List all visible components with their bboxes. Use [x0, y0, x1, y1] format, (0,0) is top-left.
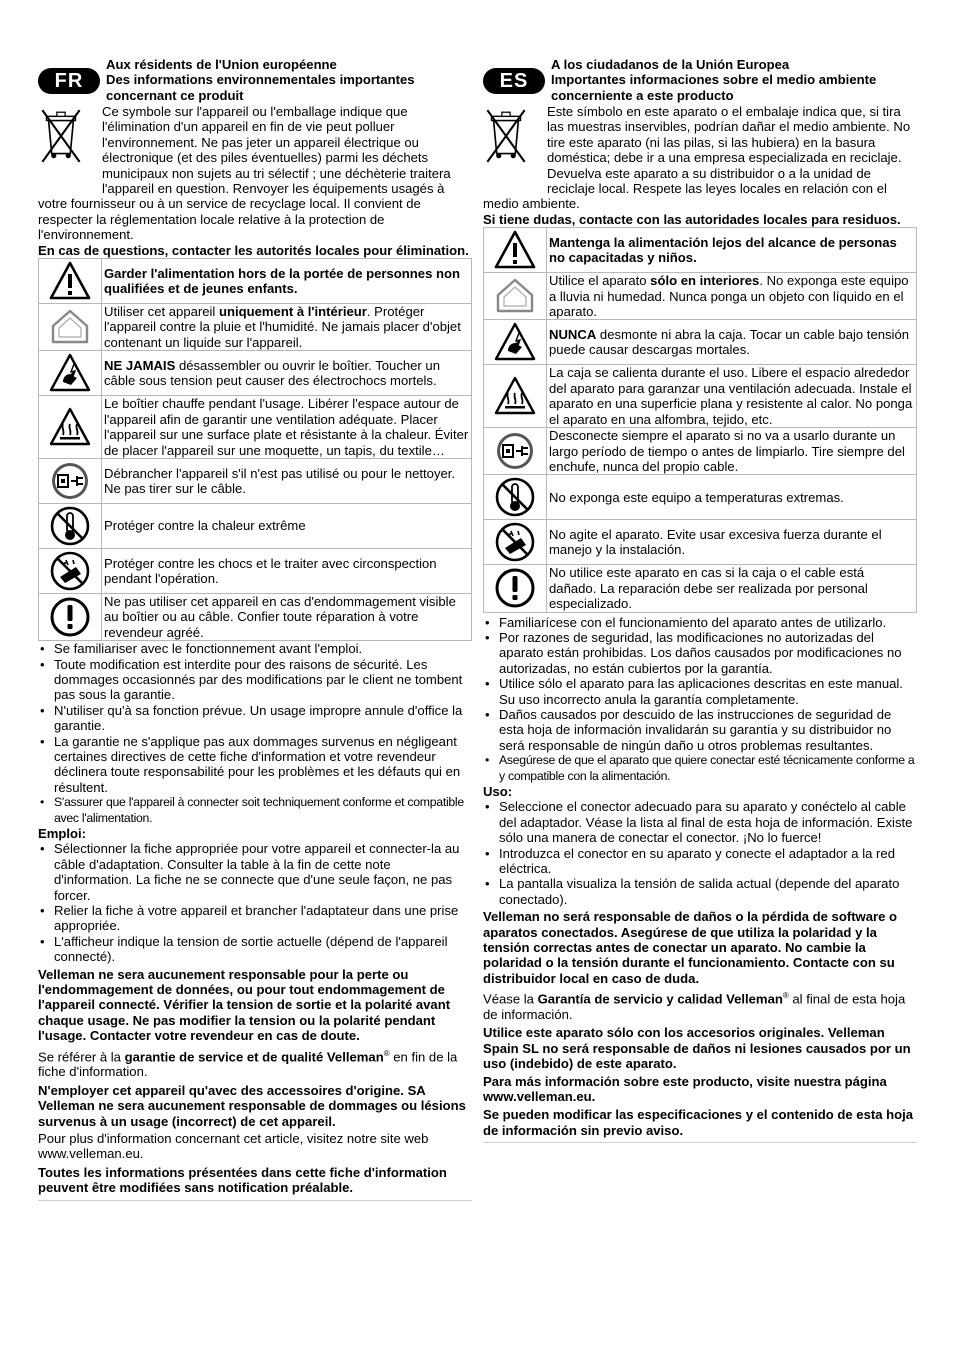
table-text-pre: Le boîtier chauffe pendant l'usage. Libérer l'espace autour de l'appareil afin de garantir une ventilation adéquate. Placer l'appareil sur une surface plate et résistante à la chaleur. Éviter de placer l'appareil sur une moquette, un tapis, du textile… — [104, 396, 469, 458]
table-text-bold: sólo en interiores — [650, 273, 760, 289]
list-item: • N'utiliser qu'à sa fonction prévue. Un usage impropre annule d'office la garantie. — [54, 703, 472, 734]
fr-header — [38, 56, 472, 104]
es-header-line-1: A los ciudadanos de la Unión Europea — [551, 57, 790, 72]
table-row — [484, 320, 917, 365]
es-use-bullets — [483, 799, 917, 907]
table-text-cell — [102, 593, 472, 640]
table-text-cell — [547, 428, 917, 475]
table-text-pre: La caja se calienta durante el uso. Libere el espacio alrededor del aparato para garanzar una ventilación adecuada. Instale el aparato en una superficie plana y resistente al calor. No ponga el aparato en una alfombra, tejido, etc. — [549, 365, 913, 427]
table-icon-cell — [484, 475, 547, 520]
table-text-cell — [102, 304, 472, 351]
table-text-bold: Garder l'alimentation hors de la portée de personnes non qualifiées et de jeunes enfants. — [104, 265, 460, 297]
list-item: • Por razones de seguridad, las modificaciones no autorizadas del aparato están prohibidas. Los daños causados por modificaciones no autorizadas, no están cubiertos por la garantía. — [499, 630, 917, 676]
list-item: • S'assurer que l'appareil à connecter soit techniquement conforme et compatible avec l'alimentation. — [54, 795, 472, 826]
table-icon-cell — [484, 428, 547, 475]
fr-end-divider — [38, 1200, 472, 1201]
table-text-post: desmonte ni abra la caja. Tocar un cable bajo tensión puede causar descargas mortales. — [549, 327, 910, 358]
es-general-bullets — [483, 615, 917, 784]
fr-header-line-2: Des informations environnementales importantes concernant ce produit — [106, 72, 415, 103]
es-liability: Velleman no será responsable de daños o la pérdida de software o aparatos conectados. Asegúrese de que utiliza la polaridad y la tensión correctas antes de conectar un aparato. No cambie la polaridad o la tensión durante el funcionamiento. Contacte con su distribuidor local en caso de duda. — [483, 909, 898, 986]
no-shock-icon — [49, 550, 91, 592]
es-end-divider — [483, 1142, 917, 1143]
table-icon-cell — [484, 320, 547, 365]
table-row — [484, 228, 917, 273]
table-text-pre: Protéger contre la chaleur extrême — [104, 518, 306, 534]
warning-icon — [494, 229, 536, 271]
fr-use-label: Emploi: — [38, 826, 87, 841]
caution-icon — [49, 596, 91, 638]
fr-warranty-bold: garantie de service et de qualité Velleman — [124, 1049, 384, 1065]
table-icon-cell — [484, 228, 547, 273]
table-row — [484, 365, 917, 428]
table-row — [39, 593, 472, 640]
table-row — [39, 351, 472, 396]
list-item: • Introduzca el conector en su aparato y conecte el adaptador a la red eléctrica. — [499, 846, 917, 877]
table-text-cell — [547, 475, 917, 520]
fr-more-info: Pour plus d'information concernant cet article, visitez notre site web www.velleman.eu. — [38, 1131, 429, 1162]
es-warranty-pre: Véase la — [483, 991, 538, 1007]
fr-safety-table — [38, 258, 472, 641]
table-icon-cell — [39, 396, 102, 459]
table-icon-cell — [484, 273, 547, 320]
no-heat-icon — [49, 505, 91, 547]
unplug-icon — [494, 430, 536, 472]
table-text-cell — [547, 273, 917, 320]
table-text-cell — [102, 259, 472, 304]
table-row — [484, 428, 917, 475]
table-text-pre: Utiliser cet appareil — [104, 304, 219, 320]
table-row — [39, 396, 472, 459]
table-icon-cell — [39, 259, 102, 304]
es-warranty-reg: ® — [782, 991, 789, 1001]
es-header-text — [551, 57, 917, 103]
caution-icon — [494, 567, 536, 609]
table-text-bold: NE JAMAIS — [104, 357, 176, 373]
es-accessories: Utilice este aparato sólo con los accesorios originales. Velleman Spain SL no será responsable de daños ni lesiones causados por un uso (indebido) de este aparato. — [483, 1025, 911, 1072]
table-text-post: . Protéger l'appareil contre la pluie et l'humidité. Ne jamais placer d'objet contenant un liquide sur l'appareil. — [104, 304, 461, 350]
table-icon-cell — [484, 520, 547, 565]
fr-warranty-post: en fin de la fiche d'information. — [38, 1049, 458, 1080]
table-text-pre: No exponga este equipo a temperaturas extremas. — [549, 489, 844, 505]
list-item: • Sélectionner la fiche appropriée pour votre appareil et connecter-la au câble d'adaptation. Consulter la table à la fin de cette note d'information. La fiche ne se connecte que d'une seule façon, ne pas forcer. — [54, 841, 472, 903]
table-row — [484, 565, 917, 612]
table-text-pre: Ne pas utiliser cet appareil en cas d'endommagement visible au boîtier ou au câble. Confier toute réparation à votre revendeur agréé. — [104, 593, 456, 640]
es-warranty — [483, 988, 917, 1022]
es-environment-notice — [483, 104, 917, 227]
fr-use-bullets — [38, 841, 472, 964]
table-icon-cell — [39, 593, 102, 640]
table-text-cell — [547, 565, 917, 612]
list-item: • L'afficheur indique la tension de sortie actuelle (dépend de l'appareil connecté). — [54, 934, 472, 965]
es-changes: Se pueden modificar las especificaciones y el contenido de esta hoja de información sin previo aviso. — [483, 1107, 914, 1138]
fr-warranty-reg: ® — [383, 1048, 390, 1058]
table-text-cell — [547, 365, 917, 428]
table-icon-cell — [39, 458, 102, 503]
es-intro-text: Este símbolo en este aparato o el embalaje indica que, si tira las muestras inservibles, podrían dañar el medio ambiente. No tire este aparato (ni las pilas, si las hubiera) en la basura doméstica; debe ir a una empresa especializada en reciclaje. Devuelva este aparato a su distribuidor o a la unidad de reciclaje local. Respete las leyes locales en relación con el medio ambiente. — [483, 104, 911, 212]
table-text-post: désassembler ou ouvrir le boîtier. Toucher un câble sous tension peut causer des électrochocs mortels. — [104, 357, 440, 389]
fr-intro-text: Ce symbole sur l'appareil ou l'emballage indique que l'élimination d'un appareil en fin de vie peut polluer l'environnement. Ne pas jeter un appareil électrique ou électronique (et des piles éventuelles) parmi les déchets municipaux non sujets au tri sélectif ; une déchèterie traitera l'appareil en question. Renvoyer les équipements usagés à votre fournisseur ou à un service de recyclage local. Il convient de respecter la réglementation locale relative à la protection de l'environnement. — [38, 104, 451, 243]
electric-shock-icon — [494, 321, 536, 363]
list-item: • Familiarícese con el funcionamiento del aparato antes de utilizarlo. — [499, 615, 917, 630]
table-text-pre: No agite el aparato. Evite usar excesiva fuerza durante el manejo y la instalación. — [549, 526, 882, 558]
unplug-icon — [49, 460, 91, 502]
table-icon-cell — [39, 548, 102, 593]
table-text-bold: uniquement à l'intérieur — [218, 304, 367, 320]
fr-flag-badge: FR — [38, 68, 100, 94]
fr-header-line-1: Aux résidents de l'Union européenne — [106, 57, 337, 72]
table-text-cell — [102, 396, 472, 459]
table-row — [39, 503, 472, 548]
list-item: • La pantalla visualiza la tensión de salida actual (depende del aparato conectado). — [499, 876, 917, 907]
weee-bin-icon — [38, 106, 96, 186]
table-row — [39, 458, 472, 503]
table-text-cell — [102, 548, 472, 593]
table-text-bold: NUNCA — [549, 327, 597, 343]
table-icon-cell — [39, 351, 102, 396]
electric-shock-icon — [49, 352, 91, 394]
table-text-cell — [102, 458, 472, 503]
es-warranty-bold: Garantía de servicio y calidad Velleman — [537, 991, 783, 1007]
es-header — [483, 56, 917, 104]
fr-environment-notice — [38, 104, 472, 258]
no-heat-icon — [494, 476, 536, 518]
table-text-pre: Protéger contre les chocs et le traiter avec circonspection pendant l'opération. — [104, 555, 437, 586]
table-text-post: . No exponga este equipo a lluvia ni humedad. Nunca ponga un objeto con líquido en el aparato. — [549, 273, 909, 320]
table-icon-cell — [39, 304, 102, 351]
table-row — [39, 304, 472, 351]
hot-surface-icon — [494, 375, 536, 417]
es-use-label: Uso: — [483, 784, 513, 799]
table-row — [484, 475, 917, 520]
table-icon-cell — [484, 365, 547, 428]
table-text-pre: Desconecte siempre el aparato si no va a usarlo durante un largo período de tiempo o antes de limpiarlo. Tire siempre del enchufe, nunca del propio cable. — [549, 428, 905, 474]
table-text-cell — [102, 351, 472, 396]
list-item: • Asegúrese de que el aparato que quiere conectar esté técnicamente conforme a y compatible con la alimentación. — [499, 753, 917, 784]
list-item: • Daños causados por descuido de las instrucciones de seguridad de esta hoja de información invalidarán su garantía y su distribuidor no será responsable de ningún daño u otros problemas resultantes. — [499, 707, 917, 753]
list-item: • Se familiariser avec le fonctionnement avant l'emploi. — [54, 641, 472, 656]
table-text-cell — [547, 320, 917, 365]
table-row — [39, 548, 472, 593]
table-row — [484, 273, 917, 320]
table-icon-cell — [484, 565, 547, 612]
es-header-line-2: Importantes informaciones sobre el medio ambiente concerniente a este producto — [551, 72, 877, 103]
table-icon-cell — [39, 503, 102, 548]
list-item: • Toute modification est interdite pour des raisons de sécurité. Les dommages occasionnés par des modifications par le client ne tombent pas sous la garantie. — [54, 657, 472, 703]
fr-accessories: N'employer cet appareil qu'avec des accessoires d'origine. SA Velleman ne sera aucunement responsable de dommages ou lésions survenus à un usage (incorrect) de cet appareil. — [38, 1082, 466, 1129]
list-item: • Seleccione el conector adecuado para su aparato y conéctelo al cable del adaptador. Véase la lista al final de esta hoja de información. Existe sólo una manera de conectar el conector. ¡No lo fuerce! — [499, 799, 917, 845]
es-flag-badge: ES — [483, 68, 545, 94]
fr-intro-bold: En cas de questions, contacter les autorités locales pour élimination. — [38, 242, 469, 258]
indoor-house-icon — [494, 275, 536, 317]
fr-header-text — [106, 57, 472, 103]
es-more-info: Para más información sobre este producto, visite nuestra página www.velleman.eu. — [483, 1073, 887, 1105]
table-row — [484, 520, 917, 565]
table-text-bold: Mantenga la alimentación lejos del alcance de personas no capacitadas y niños. — [549, 234, 897, 266]
list-item: • Utilice sólo el aparato para las aplicaciones descritas en este manual. Su uso incorrecto anula la garantía completamente. — [499, 676, 917, 707]
hot-surface-icon — [49, 406, 91, 448]
indoor-house-icon — [49, 306, 91, 348]
es-column — [483, 56, 917, 1143]
table-text-cell — [547, 520, 917, 565]
fr-column — [38, 56, 472, 1201]
list-item: • La garantie ne s'applique pas aux dommages survenus en négligeant certaines directives de cette fiche d'information et votre revendeur déclinera toute responsabilité pour les problèmes et les défauts qui en résultent. — [54, 734, 472, 796]
no-shock-icon — [494, 521, 536, 563]
fr-changes: Toutes les informations présentées dans cette fiche d'information peuvent être modifiées sans notification préalable. — [38, 1164, 447, 1196]
table-text-cell — [547, 228, 917, 273]
table-text-pre: Utilice el aparato — [549, 273, 651, 289]
table-row — [39, 259, 472, 304]
es-safety-table — [483, 227, 917, 612]
table-text-cell — [102, 503, 472, 548]
warning-icon — [49, 260, 91, 302]
fr-liability: Velleman ne sera aucunement responsable pour la perte ou l'endommagement de données, ou pour tout endommagement de l'appareil connecté. Vérifier la tension de sortie et la polarité avant chaque usage. Ne pas modifier la tension ou la polarité pendant l'usage. Contacter votre revendeur en cas de doute. — [38, 966, 451, 1044]
fr-warranty — [38, 1046, 472, 1080]
weee-bin-icon — [483, 106, 541, 186]
fr-general-bullets — [38, 641, 472, 826]
es-warranty-post: al final de esta hoja de información. — [483, 991, 906, 1023]
list-item: • Relier la fiche à votre appareil et brancher l'adaptateur dans une prise appropriée. — [54, 903, 472, 934]
fr-warranty-pre: Se référer à la — [38, 1049, 125, 1065]
table-text-pre: Débrancher l'appareil s'il n'est pas utilisé ou pour le nettoyer. Ne pas tirer sur le câble. — [104, 465, 456, 496]
es-intro-bold: Si tiene dudas, contacte con las autoridades locales para residuos. — [483, 211, 901, 227]
table-text-pre: No utilice este aparato en cas si la caja o el cable está dañado. La reparación debe ser realizada por personal especializado. — [549, 565, 868, 612]
